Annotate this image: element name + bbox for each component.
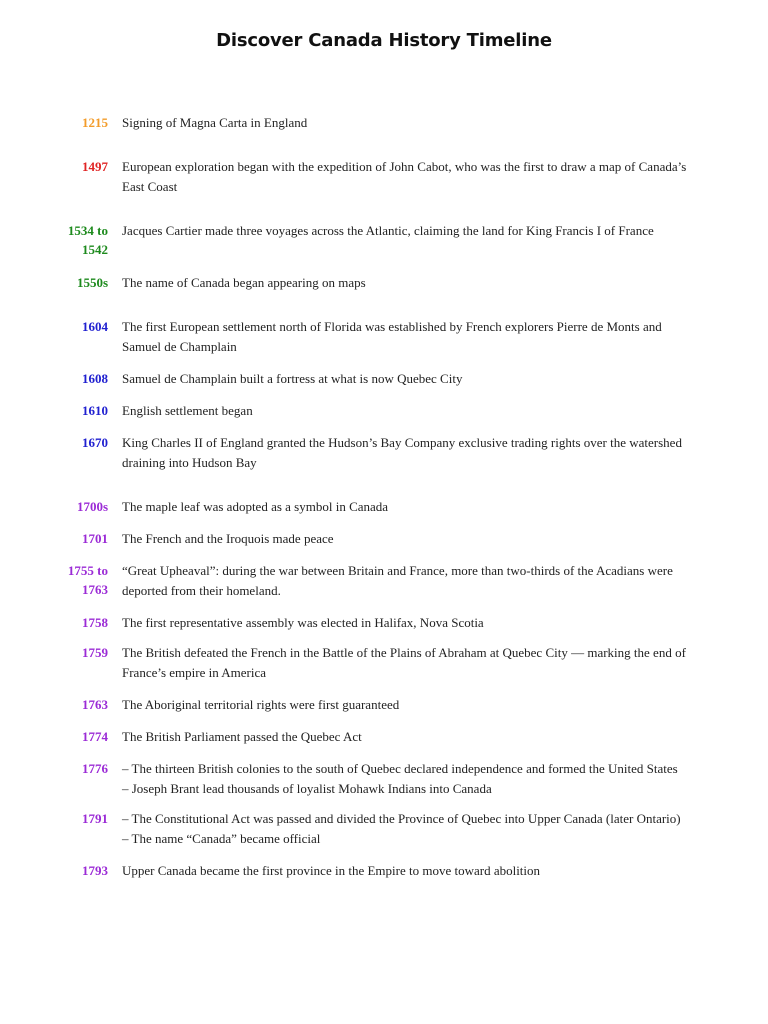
entry-year: 1215 [82,115,108,130]
entry-description-line: draining into Hudson Bay [122,454,257,470]
entry-year: 1610 [82,403,108,418]
entry-description-line: Samuel de Champlain [122,338,237,354]
entry-year: 1550s [76,275,108,290]
entry-year: 1776 [82,761,108,776]
entry-description [122,273,712,293]
entry-description-line: Jacques Cartier made three voyages across the Atlantic, claiming the land for King Francis I of France [122,223,654,238]
entry-description-line: France’s empire in America [122,664,267,680]
entry-description [122,643,712,682]
entry-description [122,497,712,517]
entry-year-line: 1755 to [67,563,108,578]
entry-description-line: – The Constitutional Act was passed and divided the Province of Quebec into Upper Canada (later Ontario) [122,811,681,826]
entry-description-line: The British Parliament passed the Quebec Act [122,729,362,744]
entry-description-line: The first European settlement north of Florida was established by French explorers Pierre de Monts and [122,319,662,334]
entry-description-line: The French and the Iroquois made peace [122,531,334,546]
entry-year: 1759 [82,645,108,660]
entry-description-line: The first representative assembly was elected in Halifax, Nova Scotia [122,615,484,630]
entry-description-line: English settlement began [122,403,253,418]
entry-description-line: The Aboriginal territorial rights were first guaranteed [122,697,400,712]
entry-description-line: – The name “Canada” became official [122,830,321,846]
entry-description [122,861,712,881]
entry-description-line: Upper Canada became the first province in the Empire to move toward abolition [122,863,541,878]
entry-description-line: King Charles II of England granted the Hudson’s Bay Company exclusive trading rights over the watershed [122,435,682,450]
entry-description [122,369,712,389]
entry-year: 1793 [82,863,108,878]
entry-description-line: – The thirteen British colonies to the south of Quebec declared independence and formed the United States [122,761,678,776]
entry-year: 1774 [82,729,108,744]
entry-year: 1608 [82,371,108,386]
entry-description [122,113,712,133]
entry-description [122,759,712,798]
entry-description [122,727,712,747]
entry-description-line: East Coast [122,178,178,194]
page-title: Discover Canada History Timeline [216,30,552,51]
entry-year: 1763 [82,697,108,712]
entry-description-line: The maple leaf was adopted as a symbol in Canada [122,499,389,514]
entry-year: 1604 [82,319,108,334]
entry-year: 1700s [76,499,108,514]
entry-year: 1497 [82,159,108,174]
entry-description-line: “Great Upheaval”: during the war between Britain and France, more than two-thirds of the Acadians were [122,563,673,578]
entry-description-line: Signing of Magna Carta in England [122,115,308,130]
entry-description [122,157,712,196]
entry-description-line: The name of Canada began appearing on maps [122,275,366,290]
entry-description [122,613,712,633]
entry-year: 1758 [82,615,108,630]
entry-year-line: 1534 to [67,223,108,238]
entry-description [122,561,712,600]
entry-description-line: The British defeated the French in the Battle of the Plains of Abraham at Quebec City — marking the end of [122,645,686,660]
entry-description [122,317,712,356]
entry-year: 1791 [82,811,108,826]
entry-description [122,809,712,848]
entry-description [122,221,712,241]
entry-year [56,221,108,259]
entry-description-line: Samuel de Champlain built a fortress at what is now Quebec City [122,371,463,386]
entry-description [122,529,712,549]
entry-description [122,401,712,421]
entry-description-line: – Joseph Brant lead thousands of loyalist Mohawk Indians into Canada [122,780,492,796]
entry-year: 1670 [82,435,108,450]
entry-description [122,695,712,715]
entry-year: 1701 [82,531,108,546]
entry-description-line: deported from their homeland. [122,582,281,598]
entry-description-line: European exploration began with the expedition of John Cabot, who was the first to draw a map of Canada’s [122,159,687,174]
entry-year-line: 1542 [82,242,108,257]
entry-year [56,561,108,599]
entry-description [122,433,712,472]
entry-year-line: 1763 [82,582,108,597]
